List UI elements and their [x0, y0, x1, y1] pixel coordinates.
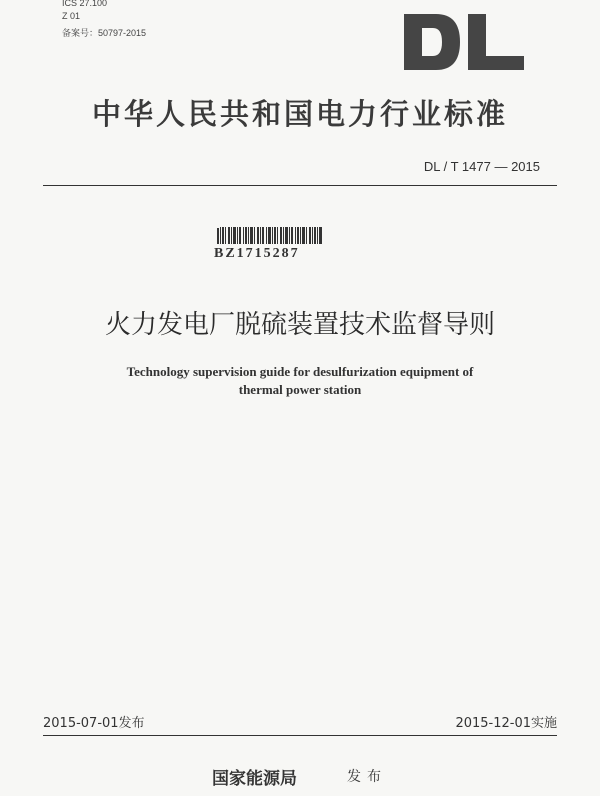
- document-title-en-line1: Technology supervision guide for desulfurization equipment of: [126, 364, 474, 379]
- document-title-cn: 火力发电厂脱硫装置技术监督导则: [104, 310, 495, 340]
- ccs-code: Z 01: [62, 11, 81, 21]
- dl-logo: [402, 12, 526, 72]
- record-number: 备案号：50797-2015: [62, 28, 147, 38]
- bottom-divider: [43, 735, 557, 736]
- publish-date: 2015-07-01发布: [43, 716, 145, 731]
- barcode-label: BZ1715287: [214, 246, 300, 261]
- implement-date: 2015-12-01实施: [455, 716, 557, 731]
- ics-code: ICS 27.100: [62, 0, 108, 8]
- standard-number: DL / T 1477 — 2015: [423, 159, 540, 174]
- issue-label: 发布: [347, 769, 387, 785]
- publisher-name: 国家能源局: [212, 769, 297, 789]
- document-title-en-line2: thermal power station: [238, 382, 362, 397]
- top-divider: [43, 185, 557, 186]
- main-title: 中华人民共和国电力行业标准: [91, 97, 508, 131]
